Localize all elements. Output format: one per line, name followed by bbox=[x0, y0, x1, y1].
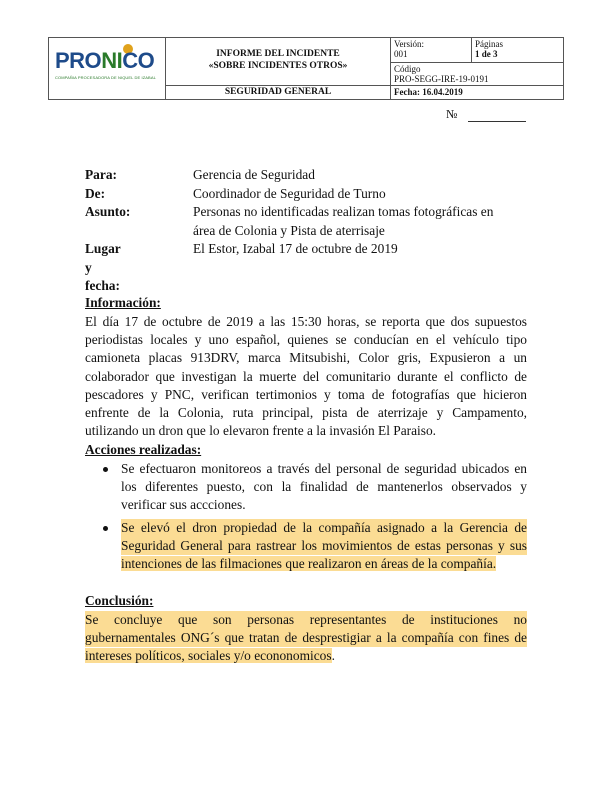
text-line: Se elevó el dron propiedad de la compañía asignado a la Gerencia de bbox=[121, 519, 527, 537]
date-cell bbox=[391, 86, 564, 100]
field-value: Gerencia de Seguridad bbox=[193, 167, 315, 182]
field-value: Personas no identificadas realizan tomas fotográficas en bbox=[193, 204, 494, 219]
text-line: intereses políticos, sociales y/o econonomicos bbox=[85, 648, 332, 664]
text-line: Seguridad General para rastrear los movimientos de estas personas y sus bbox=[121, 537, 527, 555]
company-logo bbox=[49, 38, 165, 94]
logo-ni: NI bbox=[101, 48, 123, 73]
text-line: El día 17 de octubre de 2019 a las 15:30 horas, se reporta que dos supuestos bbox=[85, 314, 527, 329]
field-value: Coordinador de Seguridad de Turno bbox=[193, 185, 386, 201]
code-value: PRO-SEGG-IRE-19-0191 bbox=[394, 74, 489, 84]
acciones-title: Acciones realizadas: bbox=[85, 442, 202, 457]
text-line: gubernamentales ONG´s que tratan de desprestigiar a la compañía con fines de bbox=[85, 629, 527, 647]
conclusion-title: Conclusión: bbox=[85, 593, 154, 608]
title-line-1: INFORME DEL INCIDENTE bbox=[216, 49, 340, 59]
pages-label: Páginas bbox=[475, 39, 503, 49]
code-cell bbox=[391, 63, 564, 86]
field-key: Para: bbox=[85, 167, 117, 182]
text-line: utilizando un dron que lo elevaron frente a la invasión El Paraiso. bbox=[85, 423, 437, 439]
version-cell bbox=[391, 38, 472, 63]
pages-value: 1 de 3 bbox=[475, 49, 498, 59]
number-label: № bbox=[446, 107, 458, 121]
text-line: Se concluye que son personas representantes de instituciones no bbox=[85, 611, 527, 629]
text-line: enfrente de la Colonia, ruta principal, pista de aterrizaje y Campamento, bbox=[85, 405, 527, 421]
list-item bbox=[103, 460, 527, 515]
text-line: pescadores y PNC, verifican tertimonios y toma de fotografías que hicieron bbox=[85, 386, 527, 402]
text-line: periodistas locales y uno español, quienes se conducían en el vehículo tipo bbox=[85, 332, 527, 348]
logo-pro: PRO bbox=[55, 48, 102, 73]
conclusion-body bbox=[85, 611, 527, 666]
document-header bbox=[48, 37, 564, 100]
text-line: colaborador que investigan la muerte del comunitario durante el conflicto de bbox=[85, 368, 527, 384]
logo-co: CO bbox=[122, 48, 155, 73]
bullet-icon bbox=[103, 526, 108, 531]
number-blank-line bbox=[468, 121, 526, 122]
date-label: Fecha: 16.04.2019 bbox=[394, 87, 463, 97]
field-key: Asunto: bbox=[85, 204, 131, 219]
bullet-icon bbox=[103, 467, 108, 472]
title-line-2: «SOBRE INCIDENTES OTROS» bbox=[208, 61, 348, 71]
code-label: Código bbox=[394, 64, 421, 74]
text-line: Se efectuaron monitoreos a través del personal de seguridad ubicados en bbox=[121, 461, 527, 476]
version-label: Versión: bbox=[394, 39, 424, 49]
end-period: . bbox=[331, 648, 335, 664]
text-line: los diferentes puesto, con la finalidad de mantenerlos observados y bbox=[121, 479, 527, 495]
informacion-title: Información: bbox=[85, 295, 161, 310]
acciones-list bbox=[103, 460, 527, 577]
version-value: 001 bbox=[394, 49, 408, 59]
logo-subtitle: COMPAÑIA PROCESADORA DE NIQUEL DE IZABAL bbox=[55, 75, 156, 80]
pages-cell bbox=[472, 38, 564, 63]
text-line: intenciones de las filmaciones que realizaron en áreas de la compañía. bbox=[121, 556, 497, 572]
department-cell: SEGURIDAD GENERAL bbox=[166, 86, 391, 100]
logo-cell bbox=[49, 38, 166, 100]
field-value-line-2: área de Colonia y Pista de aterrisaje bbox=[193, 222, 385, 238]
report-title bbox=[166, 38, 391, 86]
informacion-body bbox=[85, 313, 527, 440]
list-item-highlighted bbox=[103, 519, 527, 574]
text-line: verificar sus accciones. bbox=[121, 497, 246, 513]
field-key: Lugar y fecha: bbox=[85, 241, 121, 293]
field-key: De: bbox=[85, 185, 106, 201]
text-line: camioneta placas 913DRV, marca Mitsubishi, Color gris, Expusieron a un bbox=[85, 350, 527, 366]
field-value: El Estor, Izabal 17 de octubre de 2019 bbox=[193, 241, 398, 256]
